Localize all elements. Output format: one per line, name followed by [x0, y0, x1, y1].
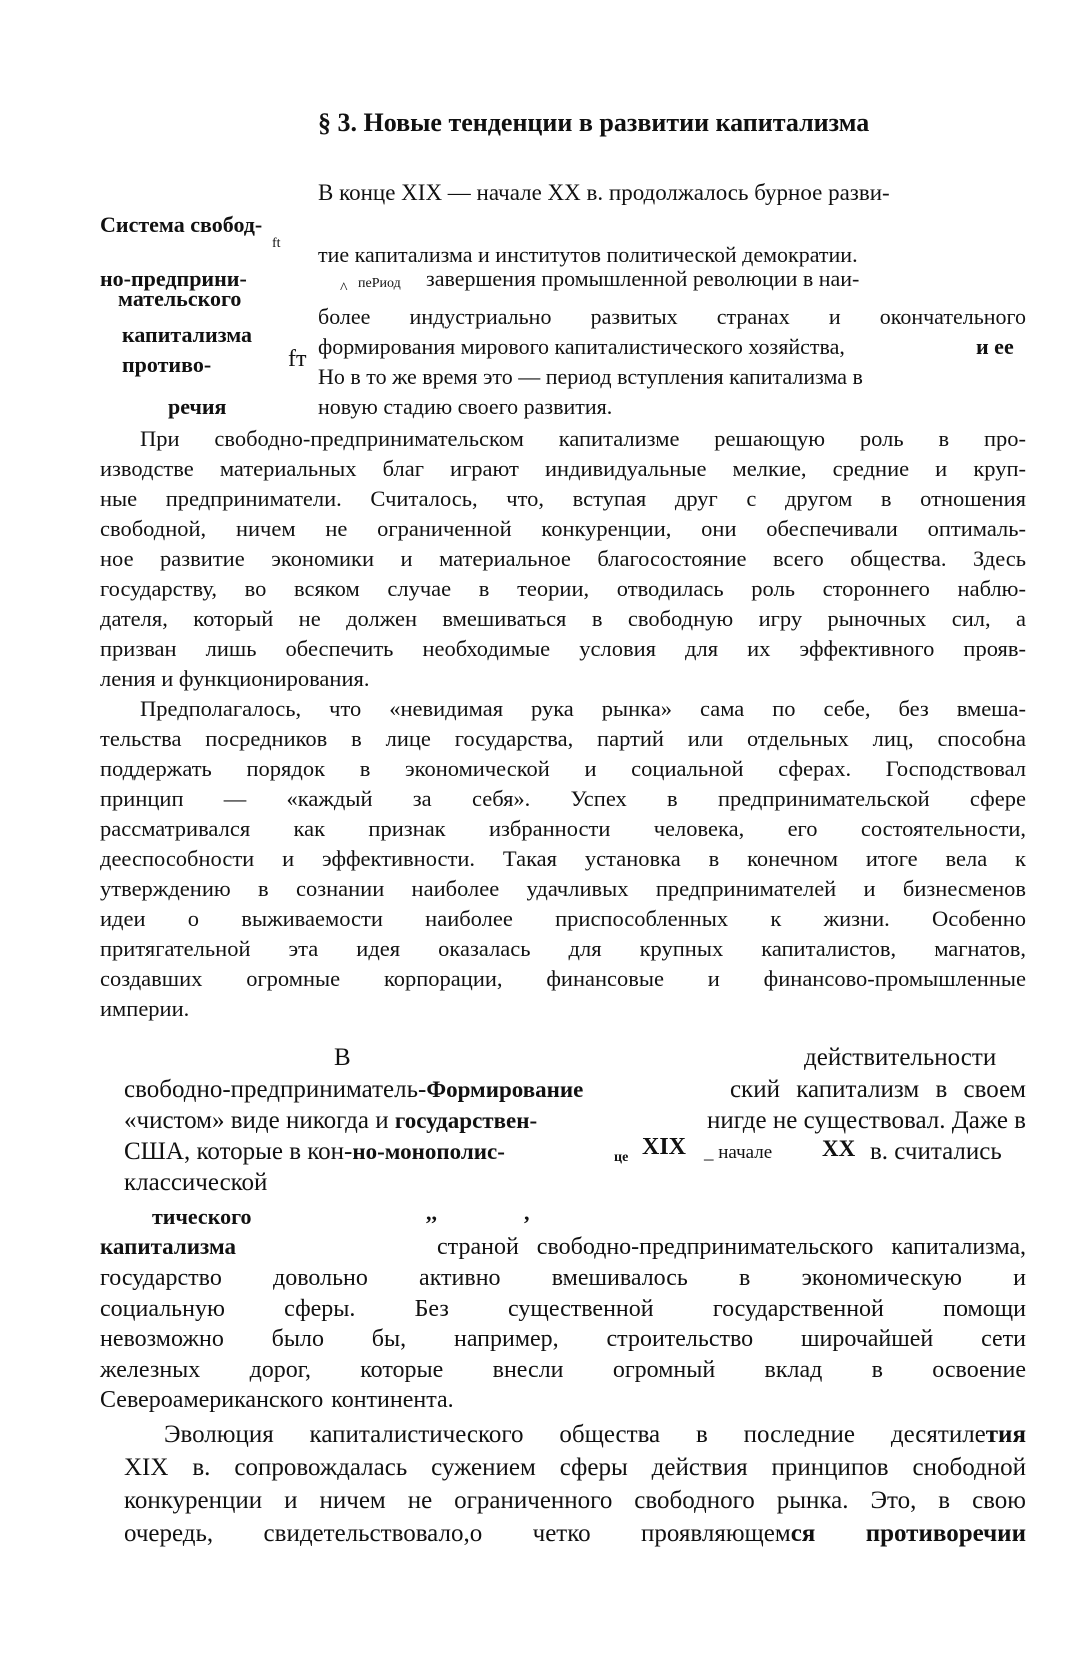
text-fragment: XX — [822, 1136, 856, 1161]
margin-note-inline: государствен- — [394, 1108, 538, 1133]
text-line: создавших огромные корпорации, финансовые и финансово-промышленные — [100, 966, 1026, 991]
scan-artifact: ,, — [426, 1200, 437, 1225]
text-line: тие капитализма и институтов политической демократии. — [318, 242, 858, 267]
text-line: утверждению в сознании наиболее удачливых предпринимателей и бизнесменов — [100, 876, 1026, 901]
margin-note-line: Система свобод- — [100, 212, 263, 237]
text-line: завершения промышленной революции в наи- — [426, 266, 860, 291]
text-line: государству, во всяком случае в теории, отводилась роль стороннего наблю- — [100, 576, 1026, 601]
text-line: Предполагалось, что «невидимая рука рынка» сама по себе, без вмеша- — [140, 696, 1026, 721]
text-line: принцип — «каждый за себя». Успех в предпринимательской сфере — [100, 786, 1026, 811]
scan-artifact: пеРиод — [358, 276, 401, 291]
text-line: XIX в. сопровождалась сужением сферы действия принципов снободной — [124, 1454, 1026, 1481]
margin-note-line: мательского — [118, 286, 242, 311]
text-run: ский капитализм в своем — [729, 1076, 1026, 1103]
text-line: дателя, который не должен вмешиваться в свободную игру рыночных сил, а — [100, 606, 1026, 631]
paragraph-2 — [100, 694, 1026, 1024]
paragraph-4 — [124, 1418, 1026, 1550]
text-word: действительности — [804, 1044, 997, 1071]
text-line: притягательной эта идея оказалась для крупных капиталистов, магнатов, — [100, 936, 1026, 961]
text-fragment: XIX — [642, 1134, 687, 1160]
text-fragment: в. считались — [870, 1138, 1002, 1165]
text-line: железных дорог, которые внесли огромный вклад в освоение — [100, 1356, 1026, 1383]
text-line: Североамериканского континента. — [100, 1387, 454, 1413]
margin-note-inline: капитализма — [100, 1234, 236, 1259]
text-line: новую стадию своего развития. — [318, 394, 613, 419]
text-line: очередь, свидетельствовало,о четко проявляющемся противоречии — [124, 1520, 1026, 1547]
text-line: свободной, ничем не ограниченной конкуренции, они обеспечивали оптималь- — [100, 516, 1026, 541]
text-run: «чистом» виде никогда и государствен- — [124, 1107, 538, 1134]
text-line-bold: и ее — [976, 334, 1014, 359]
text-line: поддержать порядок в экономической и социальной сферах. Господствовал — [100, 756, 1026, 781]
text-line: невозможно было бы, например, строительство широчайшей сети — [100, 1326, 1026, 1352]
text-bold: ся противоречии — [790, 1520, 1026, 1547]
text-line: тельства посредников в лице государства, партий или отдельных лиц, способна — [100, 726, 1026, 751]
text-line: классической — [124, 1169, 268, 1196]
text-run: свободно-предприниматель-Формирование — [124, 1076, 584, 1103]
scan-artifact: ft — [272, 236, 281, 251]
margin-note-line: противо- — [122, 352, 212, 377]
margin-note-line: тического — [152, 1204, 252, 1229]
text-line: конкуренции и ничем не ограниченного свободного рынка. Это, в свою — [124, 1487, 1026, 1514]
text-line: ные предприниматели. Считалось, что, вступая друг с другом в отношения — [100, 486, 1026, 511]
paragraph-1 — [100, 424, 1026, 694]
text-line: государство довольно активно вмешивалось в экономическую и — [100, 1265, 1026, 1291]
text-bold: тия — [985, 1421, 1026, 1448]
text-line — [124, 1074, 1026, 1105]
margin-note-line: но-предприни- — [100, 266, 247, 291]
paragraph-3 — [100, 1263, 1026, 1416]
text-fragment: це — [614, 1150, 629, 1165]
text-line: Эволюция капиталистического общества в последние десятилетия — [164, 1421, 1026, 1448]
text-fragment: _ начале — [704, 1142, 773, 1163]
text-line: дееспособности и эффективности. Такая установка в конечном итоге вела к — [100, 846, 1026, 871]
text-line: В конце XIX — начале XX в. продолжалось бурное разви- — [318, 180, 890, 205]
text-line: империи. — [100, 996, 190, 1021]
scan-artifact: ^ — [340, 280, 348, 297]
text-line — [100, 1234, 1026, 1261]
section-heading: § 3. Новые тенденции в развитии капитализма — [318, 108, 870, 137]
margin-note-line: речия — [168, 394, 227, 419]
text-line: идеи о выживаемости наиболее приспособленных к жизни. Особенно — [100, 906, 1026, 931]
text-line — [124, 1105, 1026, 1136]
text-line: социальную сферы. Без существенной государственной помощи — [100, 1295, 1026, 1322]
scan-artifact: fт — [288, 346, 307, 372]
text-line: более индустриально развитых странах и окончательного — [318, 304, 1026, 329]
text-line: США, которые в кон-но-монополис- — [124, 1138, 505, 1165]
text-line: призван лишь обеспечить необходимые условия для их эффективного прояв- — [100, 636, 1026, 661]
text-line: ное развитие экономики и материальное благосостояние всего общества. Здесь — [100, 546, 1026, 571]
margin-note-line: капитализма — [122, 322, 253, 347]
text-line: изводстве материальных благ играют индивидуальные мелкие, средние и круп- — [100, 456, 1026, 481]
margin-note-inline: Формирование — [426, 1077, 584, 1102]
text-word: В — [334, 1044, 351, 1071]
text-line: формирования мирового капиталистического хозяйства, — [318, 334, 845, 359]
text-line: рассматривался как признак избранности человека, его состоятельности, — [100, 816, 1026, 841]
margin-note-inline: но-монополис- — [352, 1139, 505, 1164]
text-line: Но в то же время это — период вступления капитализма в — [318, 364, 863, 389]
text-run: страной свободно-предпринимательского капитализма, — [437, 1234, 1026, 1260]
text-run: нигде не существовал. Даже в — [707, 1107, 1026, 1134]
text-line: При свободно-предпринимательском капитализме решающую роль в про- — [140, 426, 1026, 451]
scan-artifact: , — [524, 1200, 530, 1225]
text-line: ления и функционирования. — [100, 666, 370, 691]
